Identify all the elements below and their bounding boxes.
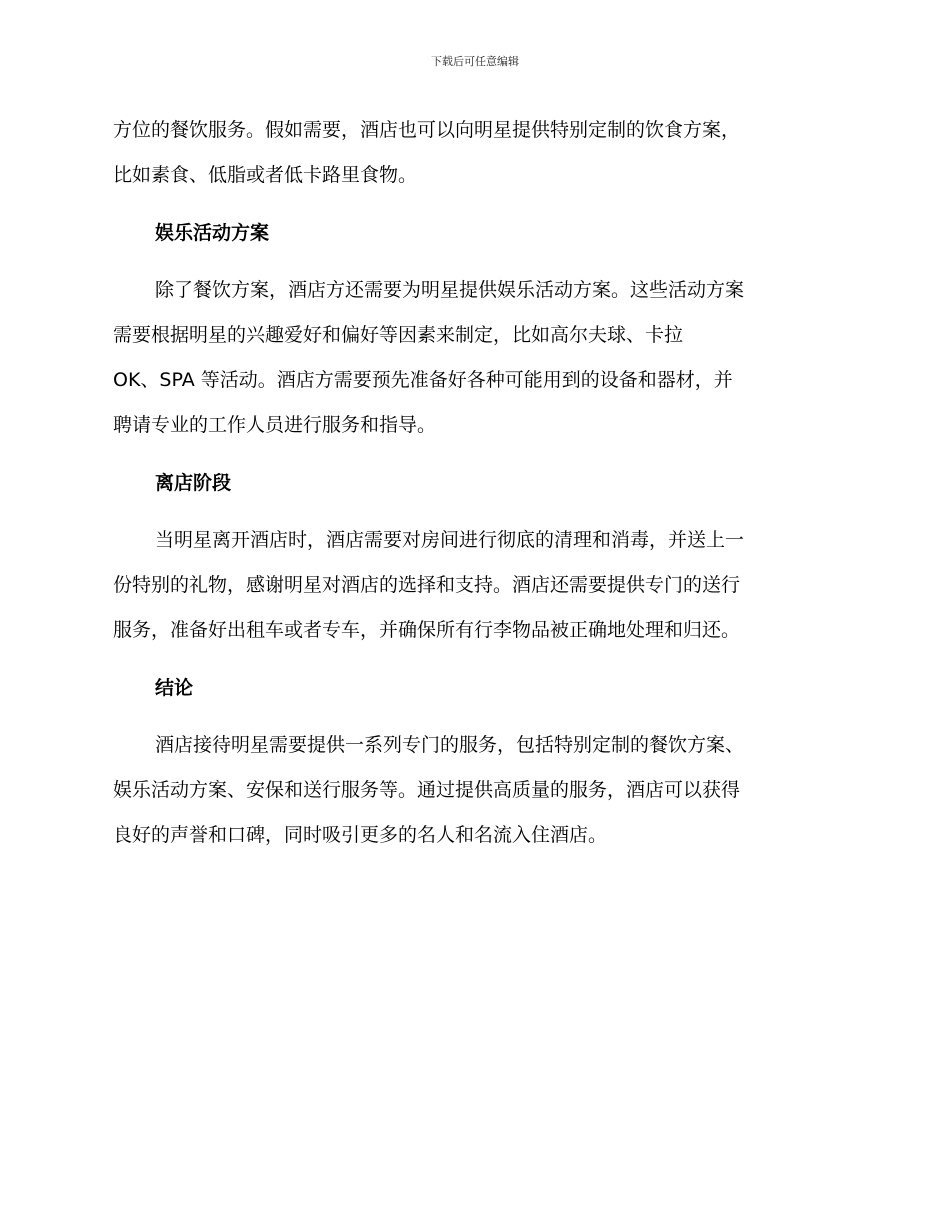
paragraph-line: 服务，准备好出租车或者专车，并确保所有行李物品被正确地处理和归还。 <box>113 619 741 641</box>
paragraph-line: 除了餐饮方案，酒店方还需要为明星提供娱乐活动方案。这些活动方案 <box>155 279 745 301</box>
paragraph-line: 娱乐活动方案、安保和送行服务等。通过提供高质量的服务，酒店可以获得 <box>113 779 741 801</box>
paragraph-line: 聘请专业的工作人员进行服务和指导。 <box>113 414 437 436</box>
paragraph-line: 份特别的礼物，感谢明星对酒店的选择和支持。酒店还需要提供专门的送行 <box>113 574 741 596</box>
section-heading-conclusion: 结论 <box>155 677 194 699</box>
paragraph-line: OK、SPA 等活动。酒店方需要预先准备好各种可能用到的设备和器材，并 <box>113 369 733 391</box>
section-heading-entertainment: 娱乐活动方案 <box>155 222 270 244</box>
paragraph-line: 酒店接待明星需要提供一系列专门的服务，包括特别定制的餐饮方案、 <box>155 734 745 756</box>
section-heading-departure: 离店阶段 <box>155 472 232 494</box>
page-header: 下载后可任意编辑 <box>431 55 519 68</box>
paragraph-line: 良好的声誉和口碑，同时吸引更多的名人和名流入住酒店。 <box>113 824 608 846</box>
paragraph-line: 需要根据明星的兴趣爱好和偏好等因素来制定，比如高尔夫球、卡拉 <box>113 324 684 346</box>
document-body <box>113 108 833 858</box>
paragraph-line: 当明星离开酒店时，酒店需要对房间进行彻底的清理和消毒，并送上一 <box>155 529 745 551</box>
paragraph-line: 比如素食、低脂或者低卡路里食物。 <box>113 164 418 186</box>
paragraph-line: 方位的餐饮服务。假如需要，酒店也可以向明星提供特别定制的饮食方案， <box>113 119 741 141</box>
